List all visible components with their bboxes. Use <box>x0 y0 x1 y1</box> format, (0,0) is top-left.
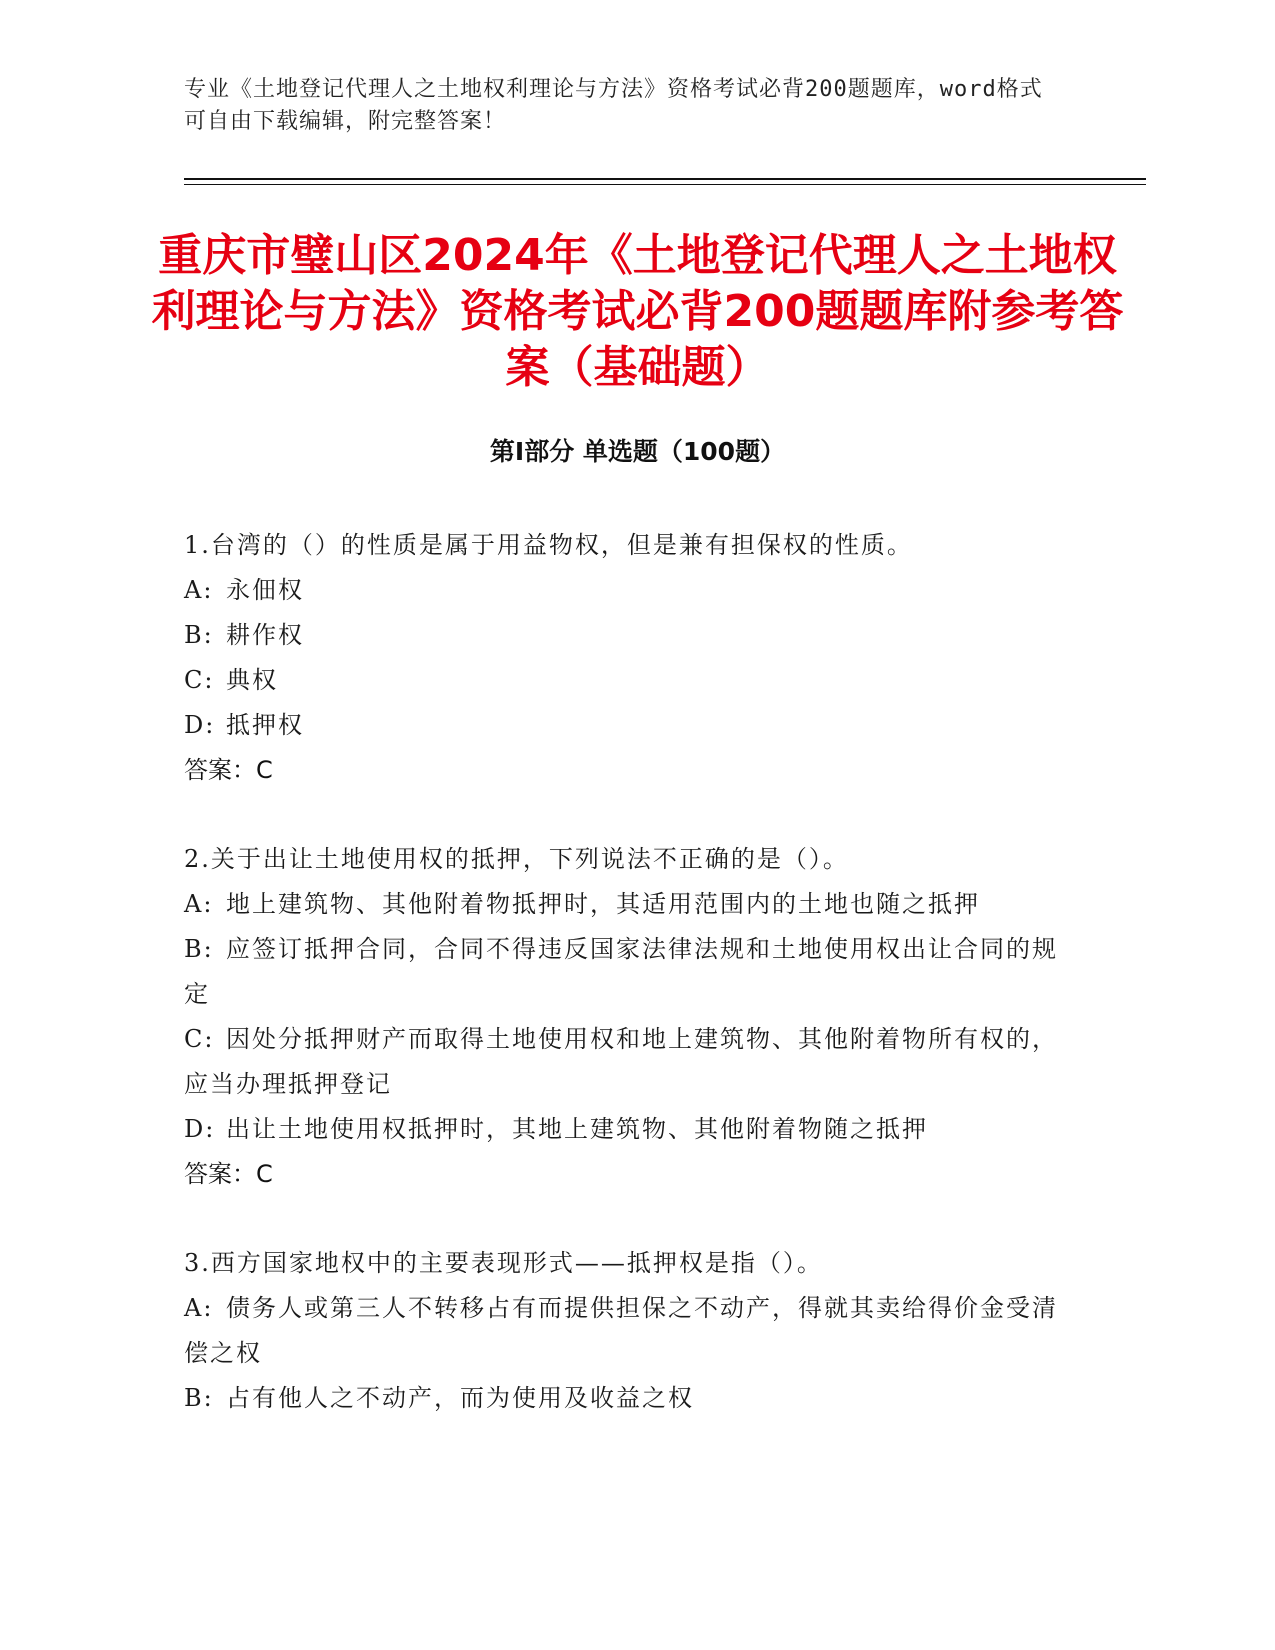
question-3-text: 3.西方国家地权中的主要表现形式——抵押权是指（）。 <box>184 1249 823 1277</box>
question-2-option-d <box>184 1107 1064 1152</box>
header-note: 专业《土地登记代理人之土地权利理论与方法》资格考试必背200题题库，word格式可自由下载编辑，附完整答案！ <box>184 77 1043 134</box>
question-3-option-b <box>184 1376 1064 1421</box>
question-1-answer: 答案：C <box>184 756 273 784</box>
question-2 <box>184 837 1064 1197</box>
option-text: 典权 <box>226 666 278 694</box>
option-letter: B: <box>184 935 214 963</box>
question-2-option-a <box>184 882 1064 927</box>
option-text: 应签订抵押合同，合同不得违反国家法律法规和土地使用权出让合同的规定 <box>184 935 1058 1008</box>
option-text: 抵押权 <box>226 711 304 739</box>
document-title: 重庆市璧山区2024年《土地登记代理人之土地权利理论与方法》资格考试必背200题题库附参考答案（基础题） <box>151 230 1124 393</box>
option-letter: A: <box>184 1294 214 1322</box>
question-2-option-b <box>184 927 1064 1017</box>
option-text: 永佃权 <box>226 576 304 604</box>
option-letter: D: <box>184 1115 216 1143</box>
option-text: 出让土地使用权抵押时，其地上建筑物、其他附着物随之抵押 <box>226 1115 928 1143</box>
question-list <box>184 523 1064 1465</box>
question-3 <box>184 1241 1064 1421</box>
option-letter: A: <box>184 576 214 604</box>
question-1 <box>184 523 1064 793</box>
option-text: 因处分抵押财产而取得土地使用权和地上建筑物、其他附着物所有权的，应当办理抵押登记 <box>184 1025 1058 1098</box>
header-divider-thick <box>184 178 1146 180</box>
option-text: 债务人或第三人不转移占有而提供担保之不动产，得就其卖给得价金受清偿之权 <box>184 1294 1058 1367</box>
option-letter: C: <box>184 1025 215 1053</box>
option-letter: C: <box>184 666 215 694</box>
option-letter: A: <box>184 890 214 918</box>
option-text: 耕作权 <box>226 621 304 649</box>
question-2-option-c <box>184 1017 1064 1107</box>
question-1-option-d <box>184 703 1064 748</box>
question-2-text: 2.关于出让土地使用权的抵押，下列说法不正确的是（）。 <box>184 845 849 873</box>
header-divider-thin <box>184 184 1146 185</box>
option-text: 地上建筑物、其他附着物抵押时，其适用范围内的土地也随之抵押 <box>226 890 980 918</box>
question-1-option-a <box>184 568 1064 613</box>
option-letter: D: <box>184 711 216 739</box>
option-letter: B: <box>184 621 214 649</box>
question-3-option-a <box>184 1286 1064 1376</box>
section-heading: 第Ⅰ部分 单选题（100题） <box>489 437 786 466</box>
question-2-answer: 答案：C <box>184 1160 273 1188</box>
option-letter: B: <box>184 1384 214 1412</box>
question-1-option-b <box>184 613 1064 658</box>
question-1-option-c <box>184 658 1064 703</box>
question-1-text: 1.台湾的（）的性质是属于用益物权，但是兼有担保权的性质。 <box>184 531 913 559</box>
option-text: 占有他人之不动产，而为使用及收益之权 <box>226 1384 694 1412</box>
